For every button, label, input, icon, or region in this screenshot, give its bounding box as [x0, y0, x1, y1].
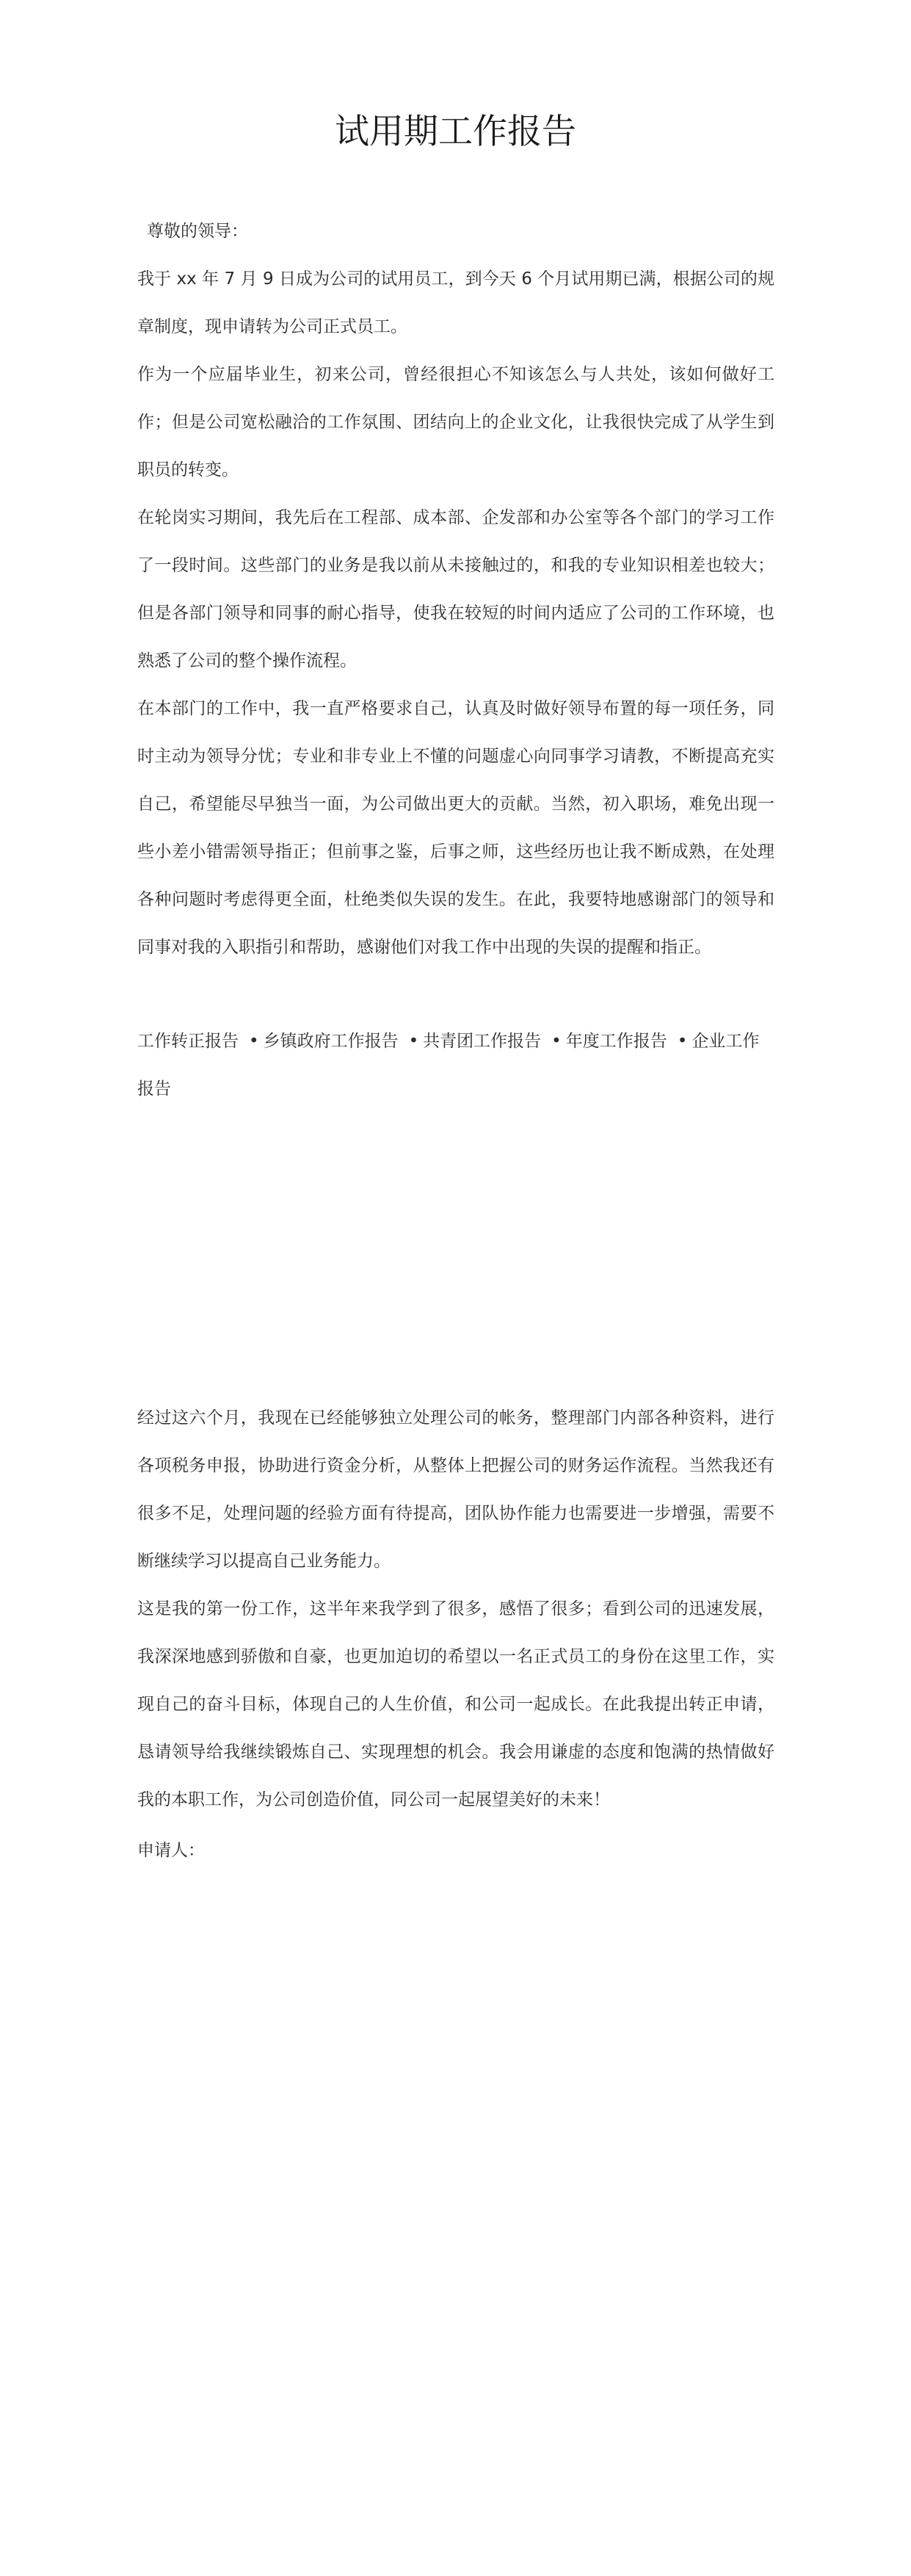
body-top: [137, 256, 774, 972]
related-link[interactable]: 工作转正报告: [137, 1032, 239, 1051]
related-link[interactable]: 乡镇政府工作报告: [263, 1032, 399, 1051]
paragraph: 经过这六个月，我现在已经能够独立处理公司的帐务，整理部门内部各种资料，进行各项税务申报，协助进行资金分析，从整体上把握公司的财务运作流程。当然我还有很多不足，处理问题的经验方面有待提高，团队协作能力也需要进一步增强，需要不断继续学习以提高自己业务能力。: [137, 1408, 774, 1571]
link-separator: •: [249, 1032, 259, 1051]
related-link[interactable]: 企业工作报告: [137, 1032, 760, 1099]
signature-label: 申请人：: [137, 1841, 205, 1860]
body-bottom: [137, 1394, 774, 1824]
page-title: 试用期工作报告: [335, 112, 576, 152]
link-separator: •: [677, 1032, 688, 1051]
paragraph: 在轮岗实习期间，我先后在工程部、成本部、企发部和办公室等各个部门的学习工作了一段时间。这些部门的业务是我以前从未接触过的，和我的专业知识相差也较大；但是各部门领导和同事的耐心指导，使我在较短的时间内适应了公司的工作环境，也熟悉了公司的整个操作流程。: [137, 508, 774, 670]
paragraph: 在本部门的工作中，我一直严格要求自己，认真及时做好领导布置的每一项任务，同时主动为领导分忧；专业和非专业上不懂的问题虚心向同事学习请教，不断提高充实自己，希望能尽早独当一面，为公司做出更大的贡献。当然，初入职场，难免出现一些小差小错需领导指正；但前事之鉴，后事之师，这些经历也让我不断成熟，在处理各种问题时考虑得更全面，杜绝类似失误的发生。在此，我要特地感谢部门的领导和同事对我的入职指引和帮助，感谢他们对我工作中出现的失误的提醒和指正。: [137, 699, 774, 957]
related-link[interactable]: 共青团工作报告: [423, 1032, 542, 1051]
paragraph: 作为一个应届毕业生，初来公司，曾经很担心不知该怎么与人共处，该如何做好工作；但是公司宽松融洽的工作氛围、团结向上的企业文化，让我很快完成了从学生到职员的转变。: [137, 365, 774, 480]
related-links: [137, 1018, 774, 1113]
paragraph: 这是我的第一份工作，这半年来我学到了很多，感悟了很多；看到公司的迅速发展，我深深地感到骄傲和自豪，也更加迫切的希望以一名正式员工的身份在这里工作，实现自己的奋斗目标，体现自己的人生价值，和公司一起成长。在此我提出转正申请，恳请领导给我继续锻炼自己、实现理想的机会。我会用谦虚的态度和饱满的热情做好我的本职工作，为公司创造价值，同公司一起展望美好的未来！: [137, 1599, 774, 1809]
related-link[interactable]: 年度工作报告: [565, 1032, 667, 1051]
link-separator: •: [408, 1032, 419, 1051]
link-separator: •: [551, 1032, 562, 1051]
greeting: 尊敬的领导：: [147, 222, 248, 241]
paragraph: 我于 xx 年 7 月 9 日成为公司的试用员工，到今天 6 个月试用期已满，根据公司的规章制度，现申请转为公司正式员工。: [137, 269, 774, 336]
